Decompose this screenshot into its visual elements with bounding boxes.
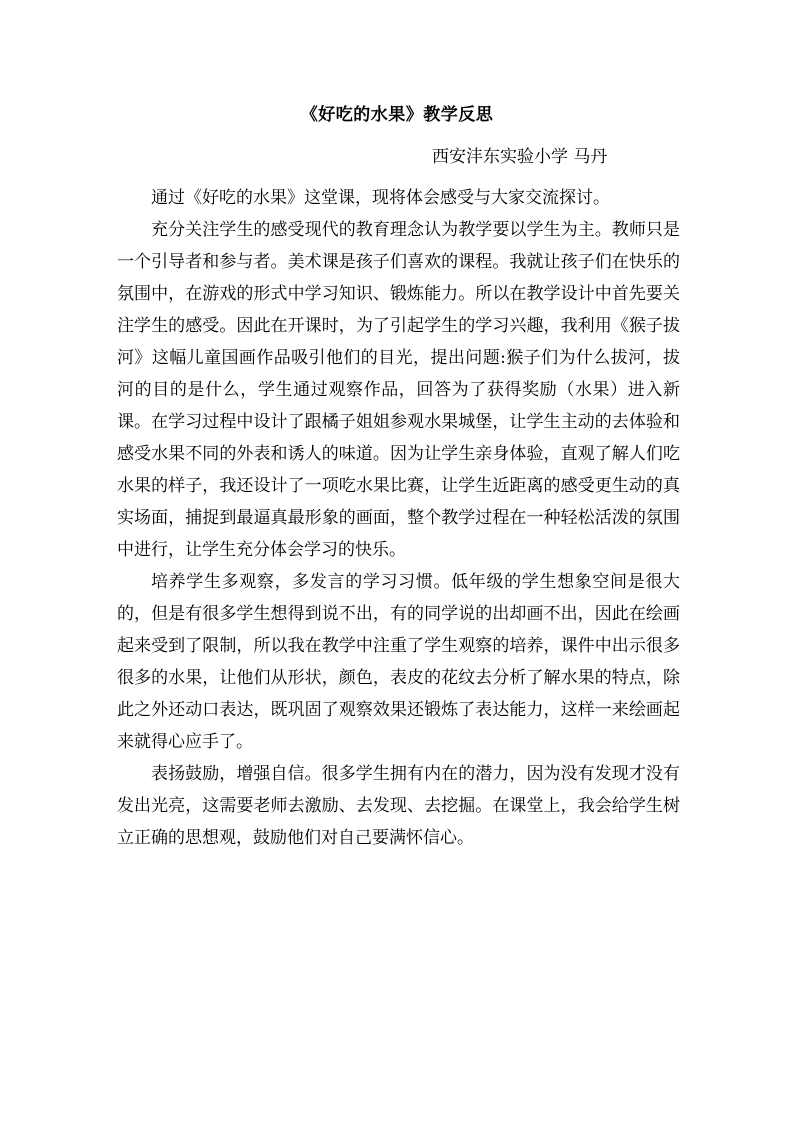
author-line: 西安沣东实验小学 马丹 bbox=[432, 147, 608, 167]
paragraph-observation-habits: 培养学生多观察，多发言的学习习惯。低年级的学生想象空间是很大的，但是有很多学生想得到说不出，有的同学说的出却画不出，因此在绘画起来受到了限制，所以我在教学中注重了学生观察的培养，课件中出示很多很多的水果，让他们从形状，颜色，表皮的花纹去分析了解水果的特点，除此之外还动口表达，既巩固了观察效果还锻炼了表达能力，这样一来绘画起来就得心应手了。 bbox=[117, 572, 680, 752]
paragraph-encouragement: 表扬鼓励，增强自信。很多学生拥有内在的潜力，因为没有发现才没有发出光亮，这需要老师去激励、去发现、去挖掘。在课堂上，我会给学生树立正确的思想观，鼓励他们对自己要满怀信心。 bbox=[117, 764, 680, 848]
document-title: 《好吃的水果》教学反思 bbox=[300, 105, 494, 125]
paragraph-focus-feelings: 充分关注学生的感受现代的教育理念认为教学要以学生为主。教师只是一个引导者和参与者。美术课是孩子们喜欢的课程。我就让孩子们在快乐的氛围中，在游戏的形式中学习知识、锻炼能力。所以在教学设计中首先要关注学生的感受。因此在开课时，为了引起学生的学习兴趣，我利用《猴子拔河》这幅儿童国画作品吸引他们的目光，提出问题:猴子们为什么拔河，拔河的目的是什么，学生通过观察作品，回答为了获得奖励（水果）进入新课。在学习过程中设计了跟橘子姐姐参观水果城堡，让学生主动的去体验和感受水果不同的外表和诱人的味道。因为让学生亲身体验，直观了解人们吃水果的样子，我还设计了一项吃水果比赛，让学生近距离的感受更生动的真实场面，捕捉到最逼真最形象的画面，整个教学过程在一种轻松活泼的氛围中进行，让学生充分体会学习的快乐。 bbox=[117, 220, 680, 560]
paragraph-intro: 通过《好吃的水果》这堂课，现将体会感受与大家交流探讨。 bbox=[151, 188, 610, 208]
document-body bbox=[117, 182, 680, 854]
